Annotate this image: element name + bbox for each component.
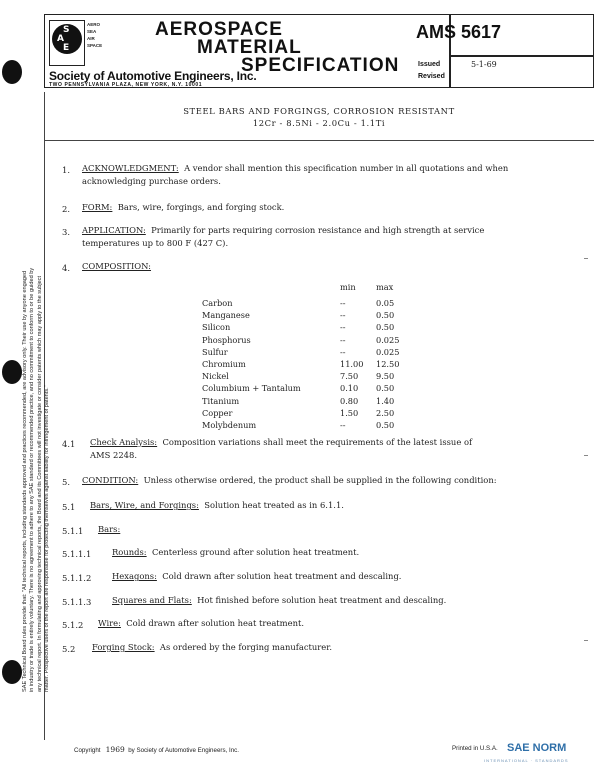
composition-min: -- bbox=[340, 420, 346, 430]
logo-side-air: AIR bbox=[87, 36, 95, 41]
logo-side-sea: SEA bbox=[87, 29, 97, 34]
section-5-1-1-3-text: Hot finished before solution heat treatment and descaling. bbox=[197, 595, 447, 605]
footer-by-line: by Society of Automotive Engineers, Inc. bbox=[128, 747, 239, 754]
logo-side-space: SPACE bbox=[87, 43, 103, 48]
section-5-1-1-1 bbox=[112, 546, 594, 559]
spec-header bbox=[44, 14, 594, 88]
title-specification: SPECIFICATION bbox=[241, 55, 400, 76]
notice-line-4: matter. Prospective users of the report are responsible for protecting themselves against liability for infringement of patents." bbox=[43, 385, 50, 692]
composition-row bbox=[0, 408, 600, 420]
section-5-1-2-number: 5.1.2 bbox=[62, 620, 84, 630]
composition-max: 0.50 bbox=[376, 310, 395, 321]
section-5-1-2 bbox=[98, 617, 594, 630]
margin-tick bbox=[584, 258, 588, 259]
composition-element: Columbium + Tantalum bbox=[202, 383, 301, 394]
composition-min: -- bbox=[340, 334, 346, 345]
section-5-1-1-2-text: Cold drawn after solution heat treatment and descaling. bbox=[162, 571, 402, 581]
title-material: MATERIAL bbox=[197, 37, 302, 58]
section-4-1-check-analysis bbox=[90, 436, 594, 462]
composition-element: Copper bbox=[202, 407, 233, 418]
composition-min: 7.50 bbox=[340, 371, 359, 382]
doc-title-line-2: 12Cr - 8.5Ni - 2.0Cu - 1.1Ti bbox=[252, 118, 386, 128]
notice-line-3: any technical report. In formulating and approving technical reports, the Board and its Committees will not investigate or consider patents which may apply to the subject bbox=[36, 275, 43, 692]
section-5-1-1-3 bbox=[112, 594, 594, 607]
composition-min-header: min bbox=[340, 282, 356, 292]
section-5-1-1-heading: Bars: bbox=[98, 524, 121, 534]
footer-copyright bbox=[74, 745, 239, 754]
section-1-text: A vendor shall mention this specification number in all quotations and when bbox=[184, 163, 509, 173]
composition-row bbox=[0, 396, 600, 408]
section-4-number: 4. bbox=[62, 263, 70, 273]
composition-max: 2.50 bbox=[376, 407, 395, 418]
org-name: Society of Automotive Engineers, Inc. bbox=[49, 69, 257, 83]
footer-printed: Printed in U.S.A. bbox=[452, 745, 498, 752]
section-2-form bbox=[82, 201, 594, 214]
composition-element: Phosphorus bbox=[202, 334, 251, 345]
section-1-heading: ACKNOWLEDGMENT: bbox=[82, 163, 179, 173]
logo-side-aero: AERO bbox=[87, 22, 101, 27]
logo-letter-a: A bbox=[57, 34, 64, 44]
composition-max: 0.50 bbox=[376, 322, 395, 333]
notice-line-1: SAE Technical Board rules provide that: "All technical reports, including standards approved and practices recommended, are advisory only. Their use by anyone engaged bbox=[22, 270, 28, 692]
issued-date: 5-1-69 bbox=[471, 60, 497, 69]
section-3-number: 3. bbox=[62, 227, 70, 237]
composition-max: 0.025 bbox=[376, 334, 400, 345]
logo-letter-e: E bbox=[63, 43, 70, 53]
section-1-text-cont: acknowledging purchase orders. bbox=[82, 176, 221, 186]
composition-max: 12.50 bbox=[376, 359, 400, 369]
composition-row bbox=[0, 322, 600, 334]
title-rule bbox=[44, 140, 594, 141]
section-4-1-text: Composition variations shall meet the requirements of the latest issue of bbox=[162, 437, 473, 447]
composition-min: 11.00 bbox=[340, 359, 364, 369]
section-5-1-2-heading: Wire: bbox=[98, 618, 121, 628]
section-5-1-1-2 bbox=[112, 570, 594, 583]
section-5-1-heading: Bars, Wire, and Forgings: bbox=[90, 500, 199, 510]
section-3-heading: APPLICATION: bbox=[82, 225, 146, 235]
composition-element: Carbon bbox=[202, 298, 233, 308]
composition-row bbox=[0, 359, 600, 371]
section-5-2 bbox=[92, 641, 594, 654]
section-5-number: 5. bbox=[62, 477, 70, 487]
section-2-text: Bars, wire, forgings, and forging stock. bbox=[117, 202, 285, 212]
composition-element: Chromium bbox=[202, 359, 246, 369]
composition-max: 1.40 bbox=[376, 395, 395, 406]
composition-row bbox=[0, 298, 600, 310]
title-aerospace: AEROSPACE bbox=[155, 19, 283, 40]
section-5-1-1-3-number: 5.1.1.3 bbox=[62, 597, 92, 607]
section-5-1-1-1-heading: Rounds: bbox=[112, 547, 147, 557]
punch-hole-bottom bbox=[2, 660, 22, 684]
sae-logo-mark bbox=[52, 24, 82, 54]
sae-logo bbox=[49, 20, 85, 66]
composition-max: 0.50 bbox=[376, 383, 395, 394]
section-5-2-heading: Forging Stock: bbox=[92, 642, 155, 652]
issued-label: Issued bbox=[418, 61, 441, 68]
composition-max: 0.025 bbox=[376, 346, 400, 357]
footer-copyright-label: Copyright bbox=[74, 747, 101, 754]
org-address: TWO PENNSYLVANIA PLAZA, NEW YORK, N.Y. 10001 bbox=[49, 82, 203, 88]
composition-min: -- bbox=[340, 298, 346, 308]
notice-line-2: in industry or trade is entirely voluntary. There is no agreement to adhere to any SAE standard or recommended practice, and no commitment to conform to or be guided by bbox=[29, 267, 36, 692]
composition-element: Manganese bbox=[202, 310, 250, 321]
section-4-heading: COMPOSITION: bbox=[82, 261, 152, 271]
composition-min: 0.10 bbox=[340, 383, 359, 394]
logo-letter-s: S bbox=[63, 25, 70, 35]
composition-min: -- bbox=[340, 346, 346, 357]
composition-header-row bbox=[0, 282, 600, 294]
section-5-1-1-3-heading: Squares and Flats: bbox=[112, 595, 192, 605]
section-3-text-cont: temperatures up to 800 F (427 C). bbox=[82, 238, 229, 248]
margin-tick bbox=[584, 455, 588, 456]
sae-norm-subtitle: INTERNATIONAL · STANDARDS bbox=[484, 758, 569, 763]
section-5-1-1-1-number: 5.1.1.1 bbox=[62, 549, 92, 559]
section-5-1-1-2-heading: Hexagons: bbox=[112, 571, 157, 581]
revised-label: Revised bbox=[418, 73, 445, 80]
section-3-text: Primarily for parts requiring corrosion resistance and high strength at service bbox=[151, 225, 485, 235]
ams-number: AMS 5617 bbox=[416, 22, 502, 42]
composition-min: 0.80 bbox=[340, 395, 359, 406]
section-5-1-1-2-number: 5.1.1.2 bbox=[62, 573, 92, 583]
section-5-1-1-number: 5.1.1 bbox=[62, 526, 84, 536]
composition-element: Silicon bbox=[202, 322, 231, 333]
section-2-heading: FORM: bbox=[82, 202, 113, 212]
composition-row bbox=[0, 371, 600, 383]
section-1-acknowledgment bbox=[82, 162, 594, 188]
section-5-condition bbox=[82, 474, 594, 487]
doc-title-line-1: STEEL BARS AND FORGINGS, CORROSION RESISTANT bbox=[183, 106, 455, 116]
composition-element: Sulfur bbox=[202, 346, 228, 357]
section-4-1-text-cont: AMS 2248. bbox=[90, 450, 137, 460]
section-3-application bbox=[82, 224, 594, 250]
footer-year: 1969 bbox=[105, 745, 125, 754]
composition-row bbox=[0, 383, 600, 395]
section-5-heading: CONDITION: bbox=[82, 475, 139, 485]
section-5-text: Unless otherwise ordered, the product shall be supplied in the following condition: bbox=[143, 475, 497, 485]
composition-element: Titanium bbox=[202, 395, 240, 406]
section-2-number: 2. bbox=[62, 204, 70, 214]
section-4-1-number: 4.1 bbox=[62, 439, 76, 449]
section-5-2-number: 5.2 bbox=[62, 644, 76, 654]
section-4-composition bbox=[82, 260, 151, 273]
composition-element: Nickel bbox=[202, 371, 229, 382]
margin-tick bbox=[584, 640, 588, 641]
section-5-1 bbox=[90, 499, 594, 512]
section-4-1-heading: Check Analysis: bbox=[90, 437, 158, 447]
punch-hole-top bbox=[2, 60, 22, 84]
composition-max: 0.50 bbox=[376, 420, 395, 430]
composition-element: Molybdenum bbox=[202, 420, 257, 430]
section-1-number: 1. bbox=[62, 165, 70, 175]
sae-norm-watermark: SAE NORM bbox=[507, 742, 567, 754]
section-5-1-1-1-text: Centerless ground after solution heat treatment. bbox=[151, 547, 360, 557]
composition-min: -- bbox=[340, 322, 346, 333]
header-ams-divider bbox=[449, 55, 594, 57]
composition-min: 1.50 bbox=[340, 407, 359, 418]
composition-row bbox=[0, 347, 600, 359]
composition-row bbox=[0, 335, 600, 347]
section-5-1-1 bbox=[98, 523, 120, 536]
logo-side-text bbox=[87, 21, 111, 49]
composition-row bbox=[0, 420, 600, 432]
composition-max-header: max bbox=[376, 282, 394, 292]
section-5-1-text: Solution heat treated as in 6.1.1. bbox=[204, 500, 344, 510]
section-5-2-text: As ordered by the forging manufacturer. bbox=[159, 642, 332, 652]
composition-max: 9.50 bbox=[376, 371, 395, 382]
composition-max: 0.05 bbox=[376, 298, 395, 308]
composition-min: -- bbox=[340, 310, 346, 321]
section-5-1-number: 5.1 bbox=[62, 502, 76, 512]
section-5-1-2-text: Cold drawn after solution heat treatment. bbox=[126, 618, 304, 628]
composition-row bbox=[0, 310, 600, 322]
